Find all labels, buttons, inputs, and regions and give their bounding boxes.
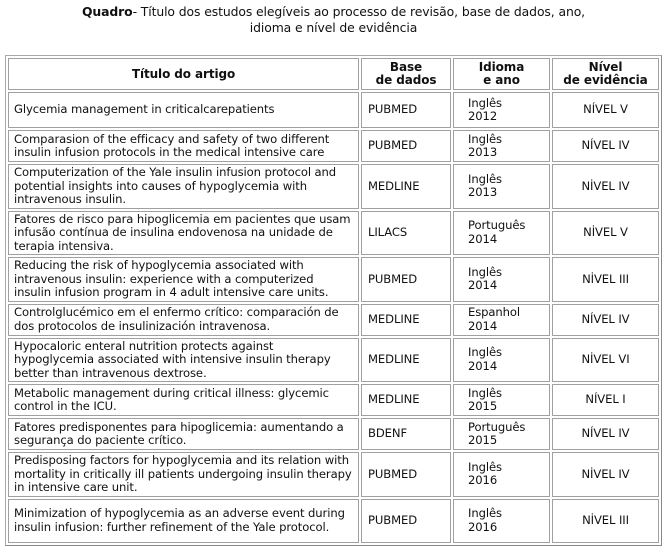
cell-base: PUBMED <box>361 92 451 128</box>
cell-idioma-ano: Inglês 2012 <box>453 92 550 128</box>
table-row <box>8 418 659 450</box>
header-base: Base de dados <box>361 58 451 90</box>
cell-idioma-ano: Inglês 2016 <box>453 452 550 497</box>
cell-idioma-ano: Inglês 2015 <box>453 384 550 416</box>
cell-idioma-ano: Português 2015 <box>453 418 550 450</box>
table-body <box>8 92 659 543</box>
caption-line-1 <box>0 4 667 20</box>
cell-title: Predisposing factors for hypoglycemia and its relation with mortality in critically ill patients undergoing insulin therapy in intensive care unit. <box>8 452 359 497</box>
cell-title: Glycemia management in criticalcarepatients <box>8 92 359 128</box>
cell-nivel: NÍVEL IV <box>552 304 659 336</box>
cell-title: Fatores de risco para hipoglicemia em pacientes que usam infusão contínua de insulina endovenosa na unidade de terapia intensiva. <box>8 211 359 256</box>
caption-line-2: idioma e nível de evidência <box>249 20 418 35</box>
cell-title: Reducing the risk of hypoglycemia associated with intravenous insulin: experience with a computerized insulin infusion program in 4 adult intensive care units. <box>8 257 359 302</box>
table-row <box>8 92 659 128</box>
caption-label: Quadro <box>81 4 133 19</box>
cell-nivel: NİVEL III <box>552 257 659 302</box>
table-row <box>8 164 659 209</box>
cell-nivel: NİVEL IV <box>552 452 659 497</box>
table-row <box>8 304 659 336</box>
cell-base: PUBMED <box>361 452 451 497</box>
cell-nivel: NÍVEL IV <box>552 418 659 450</box>
cell-idioma-ano: Inglês 2013 <box>453 164 550 209</box>
cell-title: Metabolic management during critical illness: glycemic control in the ICU. <box>8 384 359 416</box>
cell-title: Comparasion of the efficacy and safety of two different insulin infusion protocols in the medical intensive care <box>8 130 359 162</box>
cell-nivel: NİVEL VI <box>552 338 659 383</box>
table-caption <box>0 4 667 36</box>
cell-nivel: NÍVEL V <box>552 92 659 128</box>
table-header-row <box>8 58 659 90</box>
cell-title: Hypocaloric enteral nutrition protects against hypoglycemia associated with intensive insulin therapy better than intravenous dextrose. <box>8 338 359 383</box>
cell-base: BDENF <box>361 418 451 450</box>
studies-table-container <box>5 55 662 546</box>
cell-base: PUBMED <box>361 499 451 543</box>
cell-idioma-ano: Espanhol 2014 <box>453 304 550 336</box>
table-row <box>8 130 659 162</box>
cell-base: MEDLINE <box>361 304 451 336</box>
table-row <box>8 384 659 416</box>
cell-base: PUBMED <box>361 130 451 162</box>
cell-title: Fatores predisponentes para hipoglicemia: aumentando a segurança do paciente crítico. <box>8 418 359 450</box>
cell-idioma-ano: Inglês 2013 <box>453 130 550 162</box>
header-nivel: Nível de evidência <box>552 58 659 90</box>
cell-base: LILACS <box>361 211 451 256</box>
cell-nivel: NİVEL V <box>552 211 659 256</box>
cell-idioma-ano: Inglês 2014 <box>453 338 550 383</box>
cell-idioma-ano: Inglês 2016 <box>453 499 550 543</box>
header-idioma: Idioma e ano <box>453 58 550 90</box>
cell-nivel: NİVEL III <box>552 499 659 543</box>
cell-base: MEDLINE <box>361 338 451 383</box>
cell-nivel: NÍVEL IV <box>552 130 659 162</box>
caption-text: - Título dos estudos elegíveis ao processo de revisão, base de dados, ano, <box>132 4 586 19</box>
cell-nivel: NÍVEL I <box>552 384 659 416</box>
table-row <box>8 499 659 543</box>
header-title: Título do artigo <box>8 58 359 90</box>
studies-table <box>6 56 661 545</box>
cell-base: PUBMED <box>361 257 451 302</box>
cell-nivel: NİVEL IV <box>552 164 659 209</box>
table-row <box>8 338 659 383</box>
table-row <box>8 257 659 302</box>
cell-title: Computerization of the Yale insulin infusion protocol and potential insights into causes of hypoglycemia with intravenous insulin. <box>8 164 359 209</box>
table-row <box>8 452 659 497</box>
cell-base: MEDLINE <box>361 384 451 416</box>
cell-idioma-ano: Português 2014 <box>453 211 550 256</box>
cell-title: Minimization of hypoglycemia as an adverse event during insulin infusion: further refinement of the Yale protocol. <box>8 499 359 543</box>
cell-base: MEDLINE <box>361 164 451 209</box>
cell-idioma-ano: Inglês 2014 <box>453 257 550 302</box>
table-row <box>8 211 659 256</box>
cell-title: Controlglucémico em el enfermo crítico: comparación de dos protocolos de insulinización intravenosa. <box>8 304 359 336</box>
